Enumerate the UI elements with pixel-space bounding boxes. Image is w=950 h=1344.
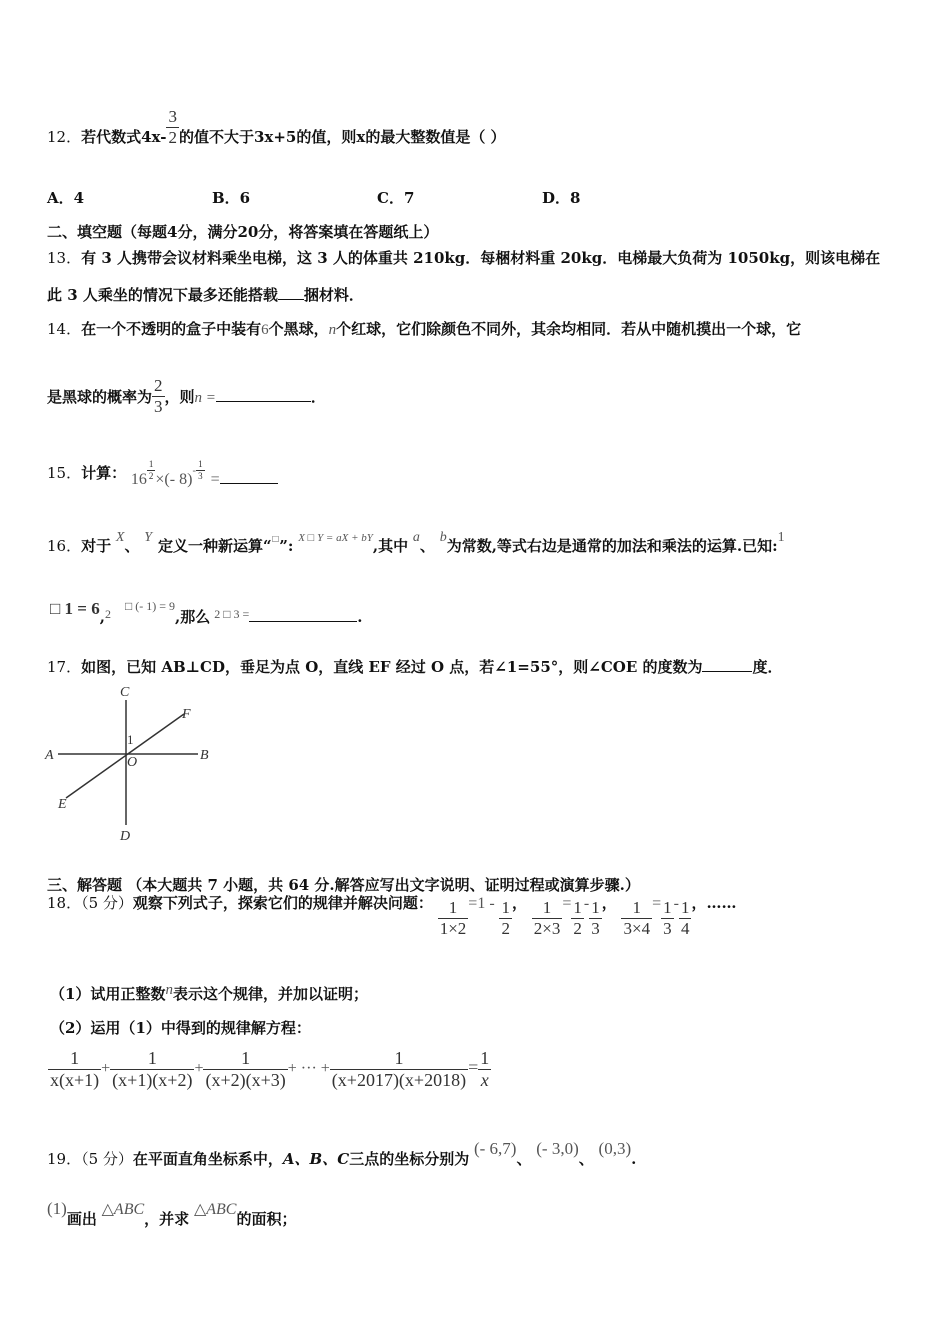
- option-c[interactable]: C．7: [377, 189, 415, 207]
- q13-line1: 13．有 3 人携带会议材料乘坐电梯，这 3 人的体重共 210kg．每梱材料重 20kg．电梯最大负荷为 1050kg，则该电梯在: [47, 249, 881, 267]
- question-number: 12．: [47, 128, 82, 146]
- label-b: B: [200, 748, 209, 763]
- question-number: 14．: [47, 320, 82, 338]
- question-number: 18．: [47, 894, 82, 913]
- q18-stem: 18．（5 分）观察下列式子，探索它们的规律并解决问题： $\frac{1}{1\times 2}$ =1 - $\frac{1}{2}$ ， $\frac{1}{2\times 3}$ = $\frac{1}{2}$ - $\frac{1}{3}$ ， $\frac{1}{3\times 4}$ = $\frac{1}{3}$ - $\frac{1}{4}$ ，……: [47, 894, 737, 938]
- question-number: 13．: [47, 249, 82, 267]
- section-heading-3: 三、解答题 （本大题共 7 小题，共 64 分.解答应写出文字说明、证明过程或演算步骤.）: [47, 876, 640, 894]
- option-a[interactable]: A．4: [47, 189, 85, 207]
- label-f: F: [182, 707, 191, 722]
- q18-part2: （2）运用（1）中得到的规律解方程：: [50, 1019, 311, 1037]
- section-heading-2: 二、填空题（每题4分，满分20分，将答案填在答题纸上）: [47, 223, 439, 241]
- q16-line1: 16．对于 X、 Y 定义一种新运算“□”: X □ Y = aX + bY,其中 a、 b为常数,等式右边是通常的加法和乘法的运算.已知:1: [47, 530, 785, 555]
- answer-blank[interactable]: [249, 607, 357, 622]
- fraction: $\frac{1}{3\times 4}$: [623, 898, 651, 938]
- q18-part1: （1）试用正整数n表示这个规律，并加以证明；: [50, 982, 368, 1003]
- q17-stem: 17．如图，已知 AB⊥CD，垂足为点 O，直线 EF 经过 O 点，若∠1=55°，则∠COE 的度数为 度．: [47, 658, 783, 676]
- answer-blank[interactable]: [220, 469, 278, 484]
- question-number: 19．: [47, 1150, 82, 1168]
- fraction: $\frac{1}{2}$: [501, 898, 510, 938]
- option-d[interactable]: D．8: [542, 189, 581, 207]
- label-angle-1: 1: [127, 732, 134, 747]
- label-d: D: [120, 829, 131, 844]
- line-ef: [66, 714, 184, 798]
- question-number: 16．: [47, 537, 82, 555]
- label-o: O: [127, 755, 138, 770]
- label-e: E: [58, 797, 67, 812]
- answer-blank[interactable]: [216, 387, 311, 402]
- fraction: $\frac{3}{2}$: [168, 106, 177, 147]
- label-c: C: [120, 685, 130, 700]
- q18-equation: $\frac{1}{x(x+1)}$ + $\frac{1}{(x+1)(x+2)}$ + $\frac{1}{(x+2)(x+3)}$ + ··· + $\frac{1}{(x+2017)(x+2018)}$ = $\frac{1}{x}$: [50, 1048, 490, 1090]
- q16-line2: □ $1 = 6,_2□$ (- 1) = 9,那么 $_{2 □ 3 =}$ .: [50, 599, 363, 626]
- question-number: 17．: [47, 658, 82, 676]
- q17-figure: [40, 680, 230, 850]
- fraction: $\frac{2}{3}$: [154, 376, 163, 416]
- q12-stem: 12．若代数式4x- $\frac{3}{2}$ 的值不大于3x+5的值，则x的最大整数值是（ ）: [47, 106, 506, 147]
- fraction: $\frac{1}{1\times 2}$: [439, 898, 467, 938]
- option-b[interactable]: B．6: [212, 189, 251, 207]
- q14-line1: 14．在一个不透明的盒子中装有6个黑球，n个红球，它们除颜色不同外，其余均相同．若从中随机摸出一个球，它: [47, 320, 802, 338]
- q19-part1: (1)画出 △ABC，并求 △ABC的面积；: [47, 1199, 297, 1228]
- question-number: 15．: [47, 464, 82, 482]
- answer-blank[interactable]: [278, 285, 304, 300]
- answer-blank[interactable]: [702, 657, 752, 672]
- q15-stem: 15．计算： 16 $\frac{1}{2}$ ×(- 8)- $\frac{1}{3}$ =: [47, 462, 278, 485]
- label-a: A: [45, 748, 54, 763]
- fraction: $\frac{1}{2\times 3}$: [533, 898, 561, 938]
- q13-line2: 此 3 人乘坐的情况下最多还能搭载 捆材料．: [47, 286, 364, 304]
- q19-stem: 19．（5 分）在平面直角坐标系中，A、B、C三点的坐标分别为 (- 6,7)、 (- 3,0)、 (0,3).: [47, 1139, 637, 1168]
- q14-line2: 是黑球的概率为 $\frac{2}{3}$ ，则n = ．: [47, 376, 326, 416]
